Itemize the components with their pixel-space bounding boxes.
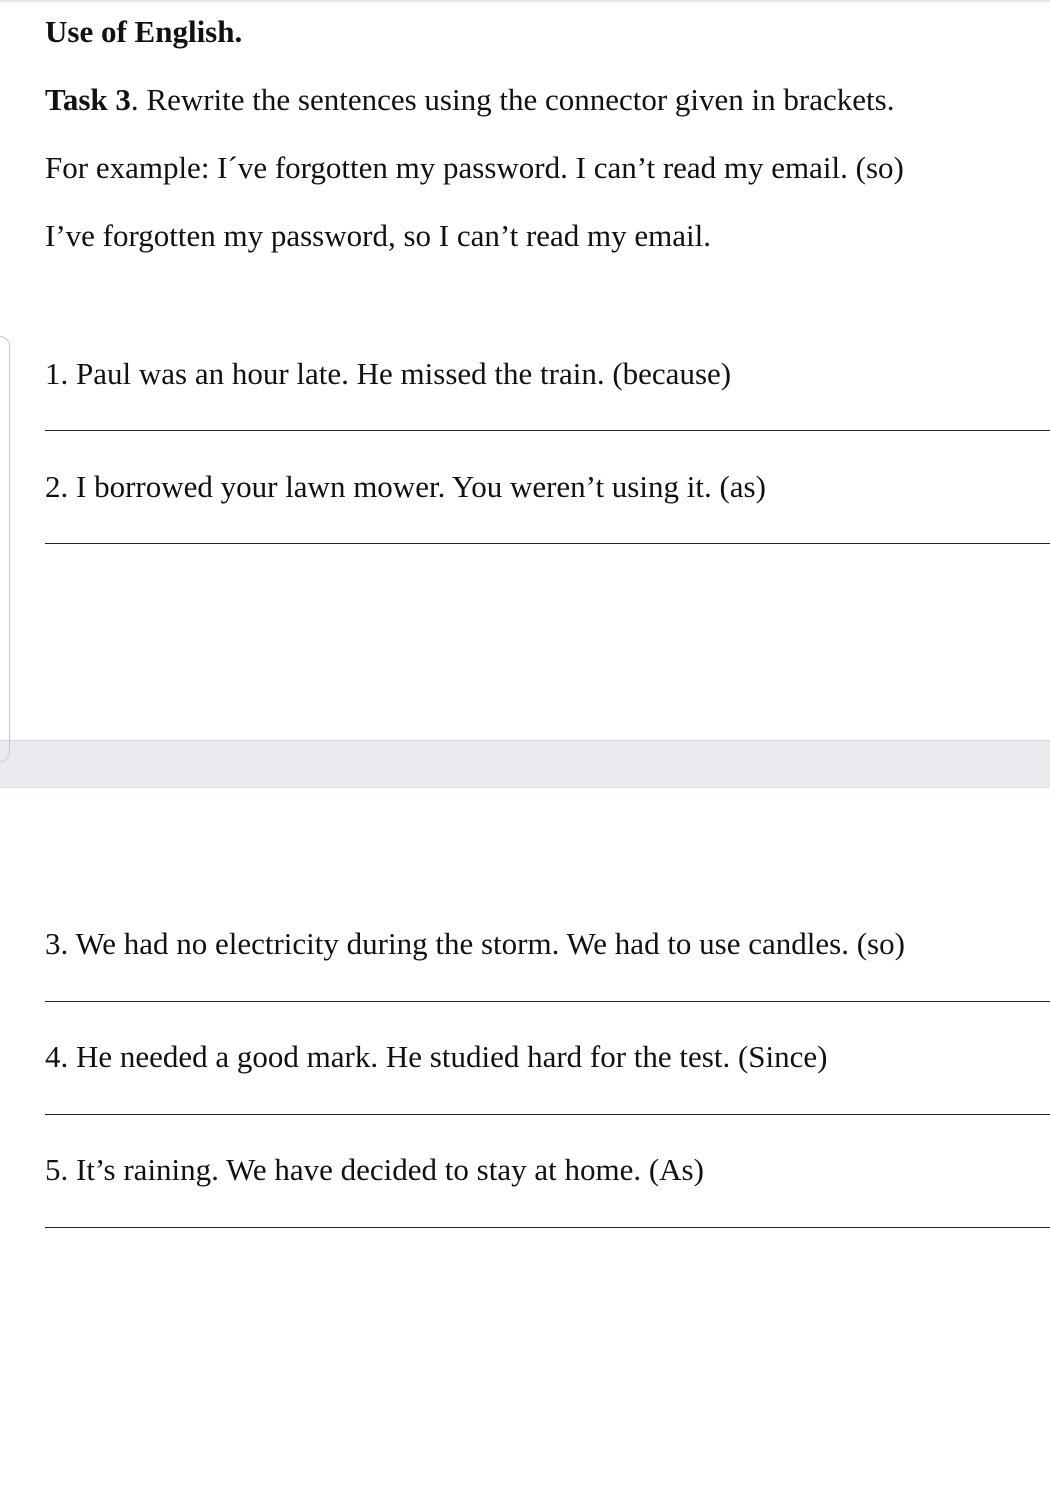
answer-line-4[interactable] bbox=[45, 1114, 1050, 1115]
task-instruction bbox=[45, 80, 894, 120]
answer-line-5[interactable] bbox=[45, 1227, 1050, 1228]
answer-line-1[interactable] bbox=[45, 430, 1050, 431]
example-answer: I’ve forgotten my password, so I can’t read my email. bbox=[45, 218, 712, 253]
question-3: 3. We had no electricity during the storm. We had to use candles. (so) bbox=[45, 926, 905, 961]
example-prompt: For example: I´ve forgotten my password. I can’t read my email. (so) bbox=[45, 150, 904, 185]
question-5: 5. It’s raining. We have decided to stay at home. (As) bbox=[45, 1152, 704, 1187]
page-separator bbox=[0, 740, 1050, 788]
section-heading: Use of English. bbox=[45, 14, 243, 49]
task-label: Task 3 bbox=[45, 82, 131, 117]
question-1: 1. Paul was an hour late. He missed the train. (because) bbox=[45, 356, 732, 391]
task-instruction-text: . Rewrite the sentences using the connector given in brackets. bbox=[130, 82, 895, 117]
question-2: 2. I borrowed your lawn mower. You weren’t using it. (as) bbox=[45, 469, 766, 504]
answer-line-2[interactable] bbox=[45, 543, 1050, 544]
answer-line-3[interactable] bbox=[45, 1001, 1050, 1002]
side-panel-edge bbox=[0, 336, 10, 762]
document-page-2 bbox=[0, 788, 1050, 1508]
document-page-1 bbox=[0, 0, 1050, 740]
question-4: 4. He needed a good mark. He studied hard for the test. (Since) bbox=[45, 1039, 828, 1074]
